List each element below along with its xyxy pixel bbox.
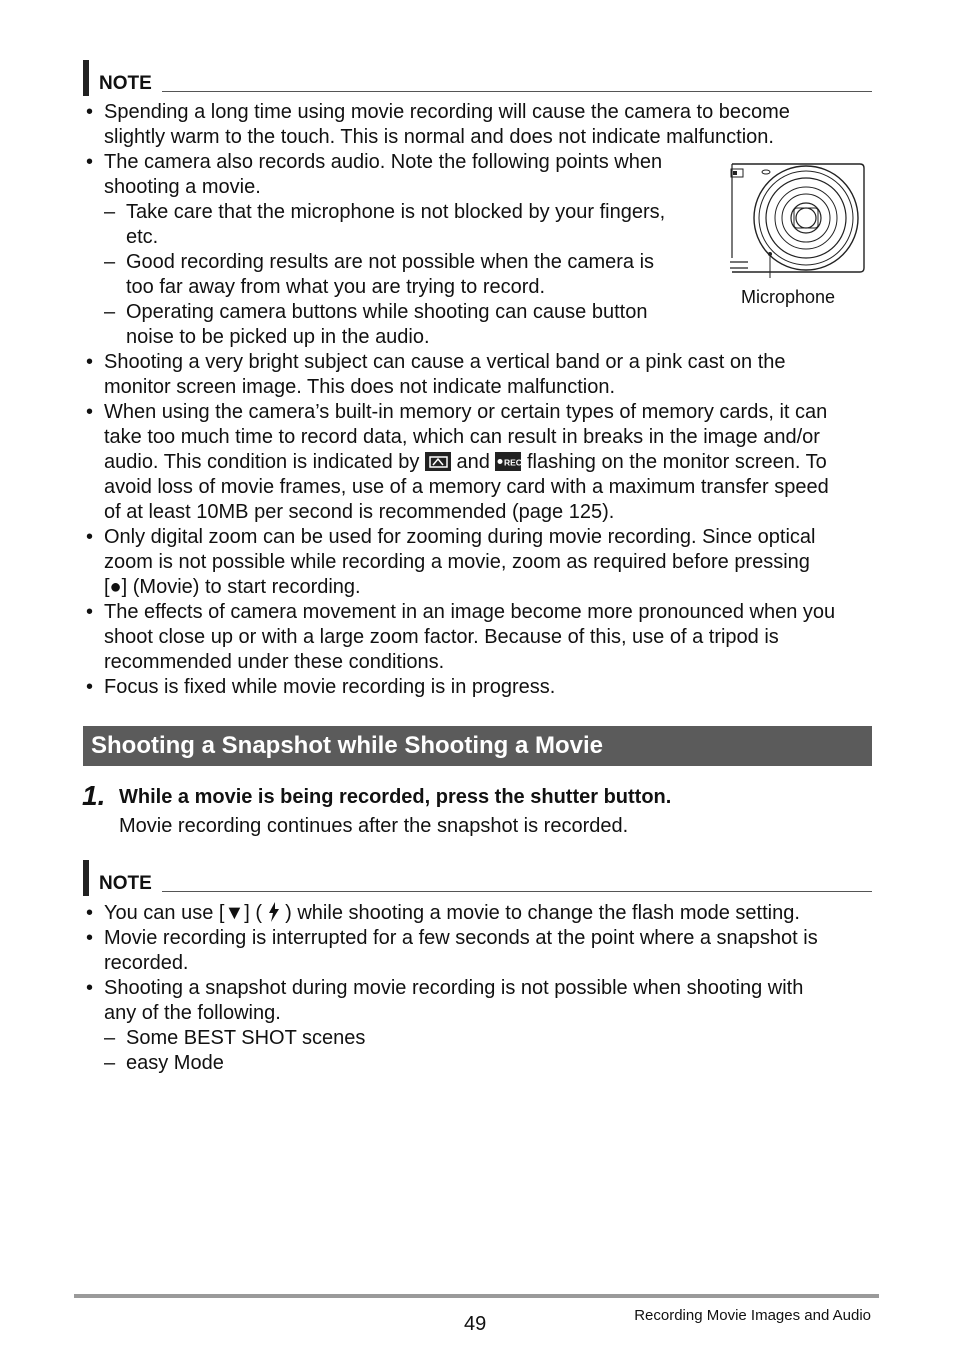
note-text: Take care that the microphone is not blocked by your fingers, — [126, 201, 666, 223]
note-text: You can use [▼] ( — [104, 902, 268, 924]
note-text: recorded. — [104, 952, 189, 974]
note-text-with-icons — [104, 450, 827, 478]
note-rule — [162, 91, 872, 92]
note-text: Focus is fixed while movie recording is in progress. — [104, 676, 556, 698]
note-text: monitor screen image. This does not indicate malfunction. — [104, 376, 616, 398]
note-text: slightly warm to the touch. This is normal and does not indicate malfunction. — [104, 126, 774, 148]
note-text: avoid loss of movie frames, use of a memory card with a maximum transfer speed — [104, 476, 829, 498]
note-text: of at least 10MB per second is recommended (page 125). — [104, 501, 615, 523]
step-number: 1. — [82, 780, 106, 811]
note-text: easy Mode — [126, 1052, 224, 1074]
note-text: The camera also records audio. Note the following points when — [104, 151, 663, 173]
note-text: zoom is not possible while recording a movie, zoom as required before pressing — [104, 551, 810, 573]
bullet: • — [86, 927, 94, 949]
note-text: When using the camera’s built-in memory or certain types of memory cards, it can — [104, 401, 828, 423]
step-description: Movie recording continues after the snapshot is recorded. — [119, 815, 629, 837]
note-label: NOTE — [99, 73, 152, 94]
flash-icon — [268, 902, 280, 929]
note-text: Shooting a snapshot during movie recording is not possible when shooting with — [104, 977, 804, 999]
bullet: • — [86, 101, 94, 123]
note-text: The effects of camera movement in an image become more pronounced when you — [104, 601, 836, 623]
note-text: recommended under these conditions. — [104, 651, 445, 673]
note-text: Operating camera buttons while shooting can cause button — [126, 301, 648, 323]
note-text: and — [450, 451, 496, 473]
note-text: audio. This condition is indicated by — [104, 451, 425, 473]
note-bar — [83, 860, 89, 896]
footer-rule — [74, 1294, 879, 1298]
note-text: Good recording results are not possible when the camera is — [126, 251, 655, 273]
note-text: Spending a long time using movie recording will cause the camera to become — [104, 101, 790, 123]
dash: – — [104, 1027, 116, 1049]
note-text: Only digital zoom can be used for zooming during movie recording. Since optical — [104, 526, 816, 548]
note-rule — [162, 891, 872, 892]
bullet: • — [86, 902, 94, 924]
camera-front-illustration — [726, 158, 866, 278]
note-text: Shooting a very bright subject can cause a vertical band or a pink cast on the — [104, 351, 786, 373]
page-number: 49 — [464, 1313, 487, 1335]
dash: – — [104, 201, 116, 223]
svg-text:REC: REC — [504, 457, 522, 468]
bullet: • — [86, 401, 94, 423]
step-instruction: While a movie is being recorded, press the shutter button. — [119, 786, 672, 808]
note-text: ) while shooting a movie to change the flash mode setting. — [279, 902, 800, 924]
note-text: any of the following. — [104, 1002, 281, 1024]
section-title: Shooting a Snapshot while Shooting a Movie — [91, 732, 604, 759]
bullet: • — [86, 977, 94, 999]
bullet: • — [86, 151, 94, 173]
note-text: [●] (Movie) to start recording. — [104, 576, 361, 598]
dash: – — [104, 1052, 116, 1074]
note-text: noise to be picked up in the audio. — [126, 326, 430, 348]
note-text-with-icon — [104, 901, 800, 929]
note-text: etc. — [126, 226, 159, 248]
note-bar — [83, 60, 89, 96]
figure-caption: Microphone — [741, 287, 836, 307]
dash: – — [104, 251, 116, 273]
bullet: • — [86, 601, 94, 623]
chapter-title: Recording Movie Images and Audio — [634, 1307, 871, 1324]
note-text: too far away from what you are trying to record. — [126, 276, 546, 298]
bullet: • — [86, 351, 94, 373]
note-label: NOTE — [99, 873, 152, 894]
note-text: shooting a movie. — [104, 176, 261, 198]
note-text: flashing on the monitor screen. To — [521, 451, 827, 473]
section-heading — [83, 726, 872, 766]
note-text: take too much time to record data, which can result in breaks in the image and/or — [104, 426, 820, 448]
dash: – — [104, 301, 116, 323]
note-text: Some BEST SHOT scenes — [126, 1027, 366, 1049]
bullet: • — [86, 676, 94, 698]
note-header — [83, 60, 872, 96]
note-text: Movie recording is interrupted for a few seconds at the point where a snapshot is — [104, 927, 818, 949]
note-text: shoot close up or with a large zoom factor. Because of this, use of a tripod is — [104, 626, 779, 648]
bullet: • — [86, 526, 94, 548]
note-header — [83, 860, 872, 896]
